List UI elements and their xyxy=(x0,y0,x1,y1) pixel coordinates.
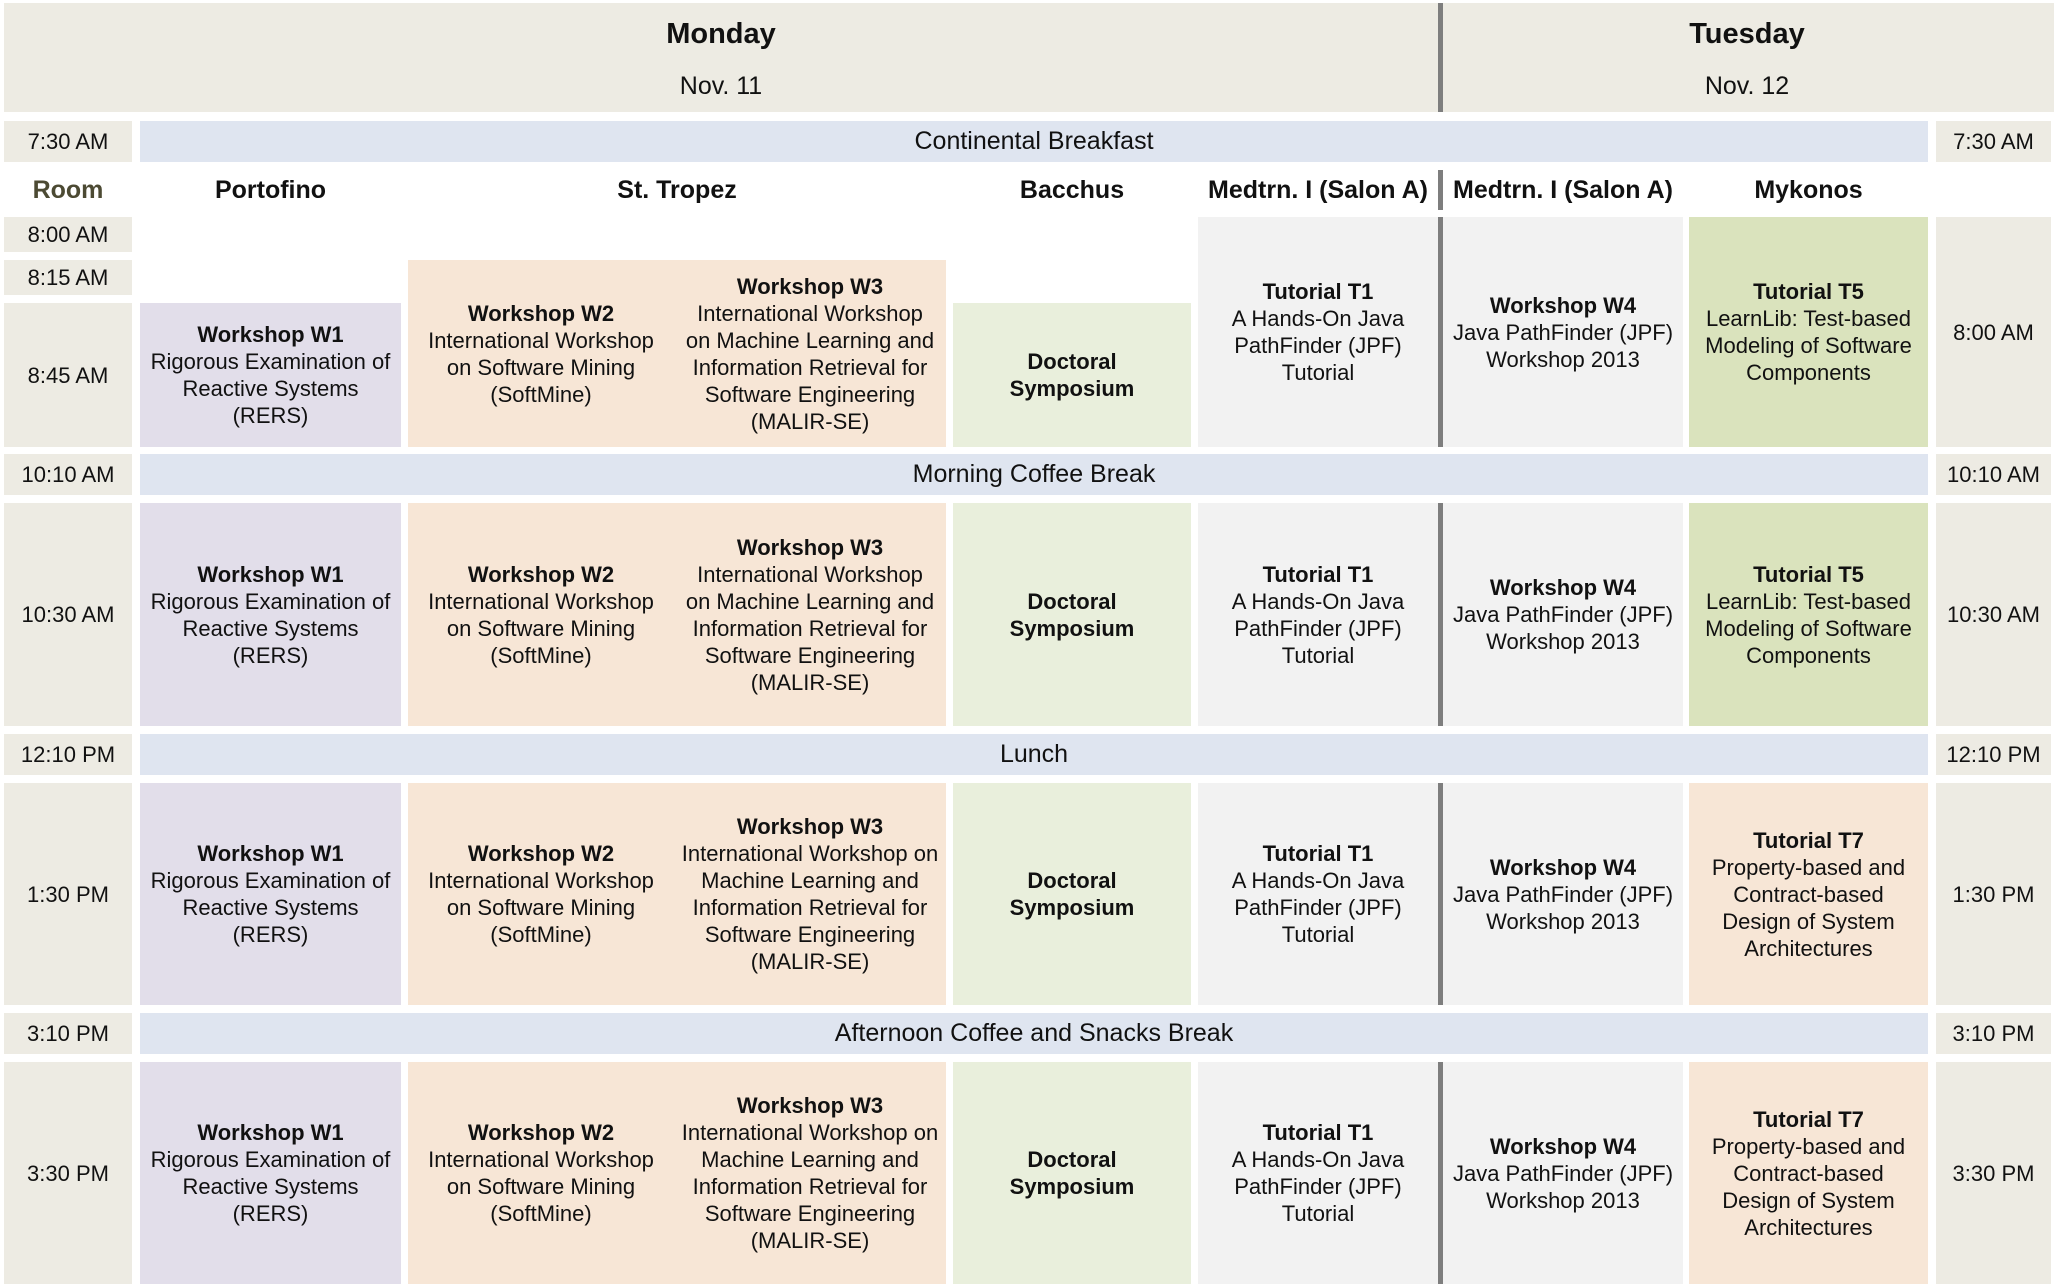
session-title: Workshop W4 xyxy=(1489,292,1637,318)
time-slot: 3:10 PM xyxy=(4,1013,132,1054)
session-line: (SoftMine) xyxy=(490,642,592,668)
session-tutorial-t7[interactable] xyxy=(1689,1062,1928,1284)
session-title: Tutorial T1 xyxy=(1262,561,1374,587)
session-line: Tutorial xyxy=(1281,1201,1355,1226)
time-slot: 10:30 AM xyxy=(1936,503,2051,726)
session-line: Software Engineering xyxy=(704,642,916,668)
session-title: Workshop W4 xyxy=(1489,1133,1637,1159)
session-workshop-w3[interactable] xyxy=(674,783,946,1005)
session-line: Symposium xyxy=(1009,615,1135,641)
session-line: A Hands-On Java xyxy=(1231,306,1405,331)
session-workshop-w3[interactable] xyxy=(674,503,946,726)
session-line: Reactive Systems (RERS) xyxy=(182,615,359,668)
session-workshop-w2[interactable] xyxy=(408,783,674,1005)
session-line: Components xyxy=(1746,360,1871,385)
session-line: Symposium xyxy=(1009,1174,1135,1199)
time-slot: 3:30 PM xyxy=(1936,1062,2051,1284)
session-line: PathFinder (JPF) xyxy=(1234,333,1402,358)
day-name: Monday xyxy=(666,18,776,50)
session-line: International Workshop xyxy=(428,868,654,893)
session-line: Design of System xyxy=(1722,908,1895,934)
session-line: on Software Mining xyxy=(446,354,636,380)
session-doctoral-symposium[interactable] xyxy=(953,783,1191,1005)
session-title: Tutorial T5 xyxy=(1753,279,1864,304)
session-line: Software Engineering xyxy=(704,922,916,947)
time-slot: 7:30 AM xyxy=(1936,121,2051,162)
session-title: Workshop W4 xyxy=(1489,575,1637,600)
session-doctoral-symposium[interactable] xyxy=(953,1062,1191,1284)
session-line: Java PathFinder (JPF) xyxy=(1452,1160,1674,1186)
session-title: Workshop W3 xyxy=(736,814,884,839)
session-title: Tutorial T1 xyxy=(1262,279,1374,304)
session-tutorial-t1[interactable] xyxy=(1198,783,1438,1005)
session-workshop-w2[interactable] xyxy=(408,260,674,447)
session-doctoral-symposium[interactable] xyxy=(953,503,1191,726)
session-line: Machine Learning and xyxy=(701,1147,919,1172)
session-line: LearnLib: Test-based xyxy=(1705,306,1912,331)
session-workshop-w4[interactable] xyxy=(1443,503,1683,726)
session-workshop-w1[interactable] xyxy=(140,783,401,1005)
session-line: Rigorous Examination of xyxy=(150,588,391,614)
session-line: Tutorial xyxy=(1281,360,1355,385)
session-line: Reactive Systems (RERS) xyxy=(182,895,359,947)
break-breakfast: Continental Breakfast xyxy=(140,121,1928,162)
session-line: Contract-based xyxy=(1733,881,1884,907)
time-slot: 8:00 AM xyxy=(4,217,132,252)
time-slot: 10:30 AM xyxy=(4,503,132,726)
session-title: Workshop W2 xyxy=(467,561,615,587)
session-title: Tutorial T7 xyxy=(1753,827,1864,853)
session-title: Workshop W1 xyxy=(197,1120,344,1145)
room-mykonos: Mykonos xyxy=(1754,175,1863,204)
session-line: A Hands-On Java xyxy=(1231,868,1405,893)
session-line: Reactive Systems (RERS) xyxy=(182,376,359,428)
session-workshop-w1[interactable] xyxy=(140,303,401,447)
session-line: Modeling of Software xyxy=(1705,615,1912,641)
session-title: Workshop W1 xyxy=(197,561,344,587)
session-line: International Workshop xyxy=(697,561,923,587)
session-line: on Machine Learning and xyxy=(685,588,935,614)
session-line: Rigorous Examination of xyxy=(150,1147,391,1172)
session-line: Doctoral xyxy=(1027,868,1117,893)
session-line: International Workshop xyxy=(428,327,654,353)
session-line: Java PathFinder (JPF) xyxy=(1452,602,1674,627)
session-workshop-w4[interactable] xyxy=(1443,783,1683,1005)
session-title: Workshop W1 xyxy=(197,322,344,347)
session-line: A Hands-On Java xyxy=(1231,1147,1405,1172)
session-tutorial-t7[interactable] xyxy=(1689,783,1928,1005)
time-slot: 10:10 AM xyxy=(1936,454,2051,495)
session-line: PathFinder (JPF) xyxy=(1234,615,1402,641)
room-medtrn-tuesday: Medtrn. I (Salon A) xyxy=(1453,175,1673,204)
day-date: Nov. 11 xyxy=(679,72,763,100)
session-title: Workshop W2 xyxy=(467,300,615,326)
day-header-monday xyxy=(4,3,1438,112)
session-line: Components xyxy=(1746,642,1871,668)
session-line: International Workshop xyxy=(428,588,654,614)
session-workshop-w2[interactable] xyxy=(408,503,674,726)
session-line: on Software Mining xyxy=(446,895,636,920)
session-line: International Workshop xyxy=(697,300,923,326)
room-medtrn-monday: Medtrn. I (Salon A) xyxy=(1208,175,1428,204)
session-line: Tutorial xyxy=(1281,922,1355,947)
session-line: Symposium xyxy=(1009,376,1135,401)
room-label: Room xyxy=(32,175,104,204)
session-line: Reactive Systems (RERS) xyxy=(182,1174,359,1226)
day-divider xyxy=(1438,3,1443,112)
session-title: Workshop W4 xyxy=(1489,854,1637,880)
session-line: (MALIR-SE) xyxy=(750,1228,870,1253)
time-slot: 3:10 PM xyxy=(1936,1013,2051,1054)
session-title: Tutorial T1 xyxy=(1262,841,1374,866)
session-title: Workshop W3 xyxy=(736,1093,884,1118)
session-line: International Workshop on xyxy=(681,1120,939,1145)
session-line: Architectures xyxy=(1744,935,1873,961)
session-line: (MALIR-SE) xyxy=(750,669,870,695)
break-lunch: Lunch xyxy=(140,734,1928,775)
session-doctoral-symposium[interactable] xyxy=(953,303,1191,447)
session-line: on Software Mining xyxy=(446,615,636,641)
time-slot: 12:10 PM xyxy=(4,734,132,775)
session-line: (SoftMine) xyxy=(490,381,592,407)
session-line: Doctoral xyxy=(1027,1147,1117,1172)
time-slot: 1:30 PM xyxy=(4,783,132,1005)
session-line: on Software Mining xyxy=(446,1174,636,1199)
session-line: Doctoral xyxy=(1027,588,1117,614)
session-title: Workshop W3 xyxy=(736,534,884,560)
time-slot: 3:30 PM xyxy=(4,1062,132,1284)
session-line: LearnLib: Test-based xyxy=(1705,588,1912,614)
session-workshop-w1[interactable] xyxy=(140,1062,401,1284)
session-line: Design of System xyxy=(1722,1187,1895,1213)
session-workshop-w4[interactable] xyxy=(1443,217,1683,447)
session-workshop-w1[interactable] xyxy=(140,503,401,726)
session-line: Tutorial xyxy=(1281,642,1355,668)
session-title: Workshop W3 xyxy=(736,273,884,299)
session-line: Software Engineering xyxy=(704,381,916,407)
session-line: Java PathFinder (JPF) xyxy=(1452,881,1674,907)
session-line: Workshop 2013 xyxy=(1486,346,1640,372)
session-line: Symposium xyxy=(1009,895,1135,920)
break-morning-coffee: Morning Coffee Break xyxy=(140,454,1928,495)
session-tutorial-t5[interactable] xyxy=(1689,503,1928,726)
session-title: Tutorial T5 xyxy=(1753,561,1864,587)
session-line: PathFinder (JPF) xyxy=(1234,1174,1402,1199)
session-line: International Workshop xyxy=(428,1147,654,1172)
time-slot: 1:30 PM xyxy=(1936,783,2051,1005)
time-slot: 8:15 AM xyxy=(4,260,132,295)
time-slot: 8:45 AM xyxy=(4,303,132,447)
time-slot: 12:10 PM xyxy=(1936,734,2051,775)
session-title: Workshop W2 xyxy=(467,1120,615,1145)
session-line: Information Retrieval for xyxy=(692,615,928,641)
session-tutorial-t1[interactable] xyxy=(1198,503,1438,726)
session-line: (SoftMine) xyxy=(490,1201,592,1226)
session-line: Modeling of Software xyxy=(1705,333,1912,358)
session-line: Property-based and xyxy=(1711,854,1906,880)
session-line: Workshop 2013 xyxy=(1486,908,1640,934)
session-line: on Machine Learning and xyxy=(685,327,935,353)
session-line: Machine Learning and xyxy=(701,868,919,893)
session-title: Tutorial T7 xyxy=(1753,1106,1864,1132)
session-title: Tutorial T1 xyxy=(1262,1120,1374,1145)
day-name: Tuesday xyxy=(1689,18,1805,50)
day-date: Nov. 12 xyxy=(1704,72,1790,100)
session-line: Architectures xyxy=(1744,1214,1873,1240)
session-line: Information Retrieval for xyxy=(692,1174,928,1199)
session-tutorial-t1[interactable] xyxy=(1198,1062,1438,1284)
session-line: Java PathFinder (JPF) xyxy=(1452,319,1674,345)
session-line: (MALIR-SE) xyxy=(750,949,870,974)
session-line: International Workshop on xyxy=(681,841,939,866)
session-line: Property-based and xyxy=(1711,1133,1906,1159)
session-tutorial-t5[interactable] xyxy=(1689,217,1928,447)
room-portofino: Portofino xyxy=(214,175,327,204)
time-slot: 10:10 AM xyxy=(4,454,132,495)
session-line: (MALIR-SE) xyxy=(750,408,870,434)
session-line: Rigorous Examination of xyxy=(150,868,391,893)
session-line: Doctoral xyxy=(1027,349,1117,374)
session-line: Information Retrieval for xyxy=(692,895,928,920)
session-workshop-w2[interactable] xyxy=(408,1062,674,1284)
session-line: Workshop 2013 xyxy=(1486,1187,1640,1213)
room-st-tropez: St. Tropez xyxy=(617,175,737,204)
session-workshop-w3[interactable] xyxy=(674,260,946,447)
session-line: Rigorous Examination of xyxy=(150,349,391,374)
session-line: Workshop 2013 xyxy=(1486,629,1640,654)
session-line: A Hands-On Java xyxy=(1231,588,1405,614)
session-workshop-w3[interactable] xyxy=(674,1062,946,1284)
session-line: Software Engineering xyxy=(704,1201,916,1226)
room-bacchus: Bacchus xyxy=(1019,175,1125,204)
session-tutorial-t1[interactable] xyxy=(1198,217,1438,447)
time-slot: 8:00 AM xyxy=(1936,217,2051,447)
session-title: Workshop W2 xyxy=(467,841,615,866)
session-line: Contract-based xyxy=(1733,1160,1884,1186)
session-line: Information Retrieval for xyxy=(692,354,928,380)
session-line: PathFinder (JPF) xyxy=(1234,895,1402,920)
session-title: Workshop W1 xyxy=(197,841,344,866)
time-slot: 7:30 AM xyxy=(4,121,132,162)
day-header-tuesday-inner xyxy=(1443,3,2051,112)
session-workshop-w4[interactable] xyxy=(1443,1062,1683,1284)
break-afternoon-coffee: Afternoon Coffee and Snacks Break xyxy=(140,1013,1928,1054)
session-line: (SoftMine) xyxy=(490,922,592,947)
